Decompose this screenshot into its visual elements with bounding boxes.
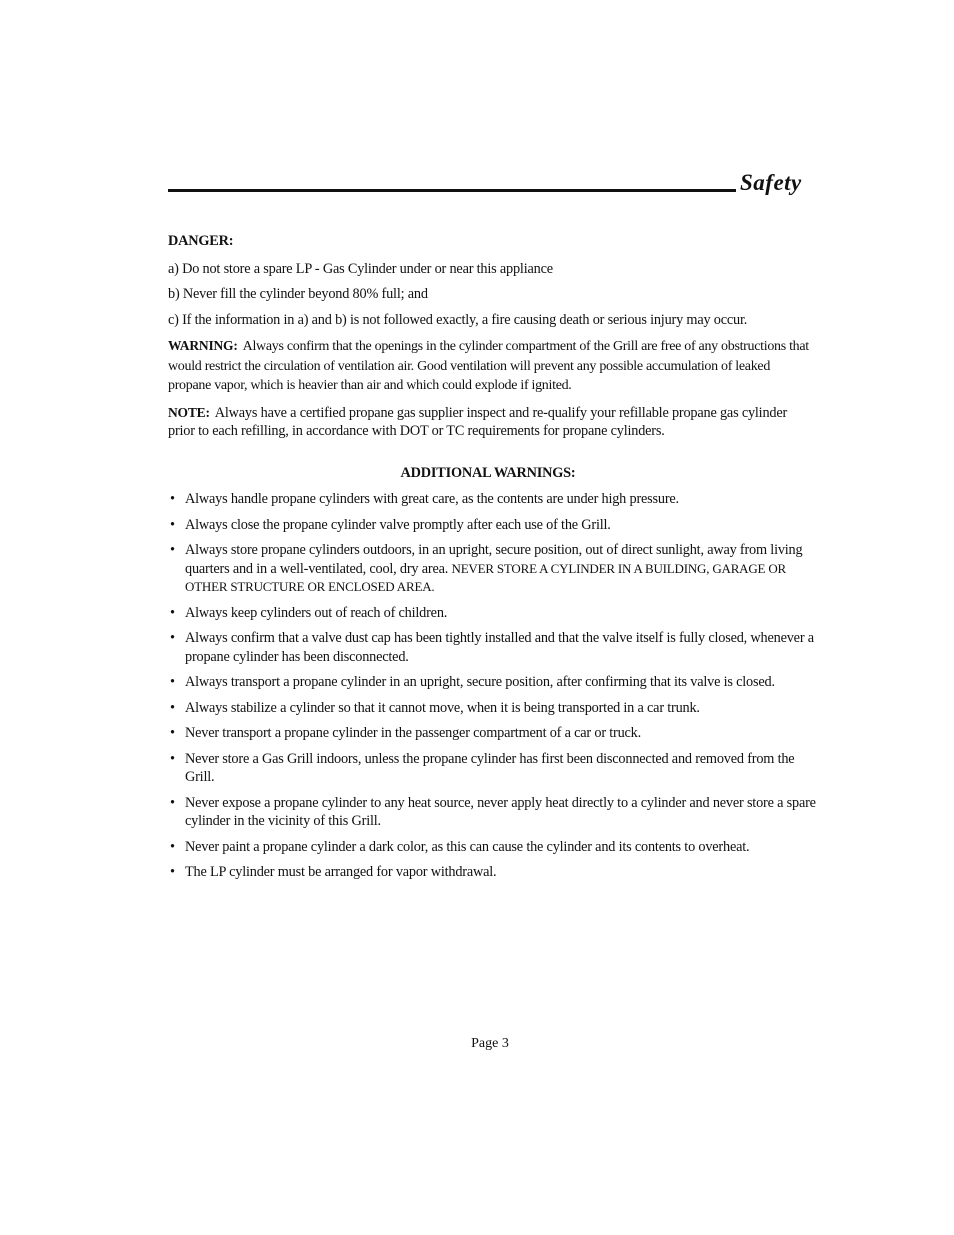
page-number: Page 3 (471, 1036, 509, 1051)
bullet-icon: • (170, 516, 175, 533)
storage-caution-caps: NEVER STORE A CYLINDER IN A BUILDING, GARAGE OR OTHER STRUCTURE OR ENCLOSED AREA. (185, 560, 787, 594)
danger-item-b: b) Never fill the cylinder beyond 80% full; and (168, 286, 428, 302)
list-item: • The LP cylinder must be arranged for vapor withdrawal. (170, 864, 497, 880)
bullet-icon: • (170, 674, 175, 690)
warning-paragraph (168, 337, 816, 396)
bullet-icon: • (170, 838, 175, 855)
list-item: • Never expose a propane cylinder to any heat source, never apply heat directly to a cylinder and never store a spare cylinder in the vicinity of this Grill. (170, 794, 816, 829)
bullet-icon: • (170, 864, 175, 880)
additional-warnings-list (168, 490, 816, 882)
list-item: • Always close the propane cylinder valve promptly after each use of the Grill. (170, 516, 611, 533)
bullet-icon: • (170, 604, 175, 621)
bullet-icon: • (170, 491, 175, 507)
list-item: • Never paint a propane cylinder a dark color, as this can cause the cylinder and its contents to overheat. (170, 838, 750, 855)
list-item: • Never store a Gas Grill indoors, unless the propane cylinder has first been disconnected and removed from the Grill. (170, 750, 795, 785)
bullet-icon: • (170, 542, 175, 558)
danger-item-c: c) If the information in a) and b) is not followed exactly, a fire causing death or serious injury may occur. (168, 311, 748, 328)
header-rule (168, 189, 736, 192)
note-paragraph (168, 404, 816, 441)
danger-heading: DANGER: (168, 233, 234, 249)
additional-warnings-heading: ADDITIONAL WARNINGS: (400, 464, 576, 481)
section-title: Safety (740, 170, 802, 195)
note-text: Always have a certified propane gas supplier inspect and re-qualify your refillable propane gas cylinder prior to each refilling, in accordance with DOT or TC requirements for propane cylinders. (168, 404, 788, 439)
danger-item-a: a) Do not store a spare LP - Gas Cylinder under or near this appliance (168, 260, 553, 277)
list-item: • Never transport a propane cylinder in the passenger compartment of a car or truck. (170, 725, 641, 741)
list-item: • Always stabilize a cylinder so that it cannot move, when it is being transported in a car trunk. (170, 699, 700, 716)
bullet-icon: • (170, 794, 175, 811)
bullet-icon: • (170, 725, 175, 741)
bullet-icon: • (170, 630, 175, 646)
safety-content (168, 232, 816, 889)
warning-text: Always confirm that the openings in the cylinder compartment of the Grill are free of any obstructions that would restrict the circulation of ventilation air. Good ventilation will prevent any possible accumulation of leaked propane vapor, which is heavier than air and which could explode if ignited. (168, 339, 809, 393)
bullet-icon: • (170, 750, 175, 767)
list-item: • Always handle propane cylinders with great care, as the contents are under high pressure. (170, 491, 679, 507)
list-item: • Always store propane cylinders outdoors, in an upright, secure position, out of direct sunlight, away from living quarters and in a well-ventilated, cool, dry area. NEVER STORE A CYLINDER IN A BUILDING, GARAGE OR OTHER STRUCTURE OR ENCLOSED AREA. (170, 542, 803, 594)
list-item: • Always confirm that a valve dust cap has been tightly installed and that the valve itself is fully closed, whenever a propane cylinder has been disconnected. (170, 630, 814, 665)
list-item: • Always keep cylinders out of reach of children. (170, 604, 448, 621)
list-item: • Always transport a propane cylinder in an upright, secure position, after confirming that its valve is closed. (170, 674, 775, 690)
warning-label: WARNING: (168, 338, 238, 353)
note-label: NOTE: (168, 404, 210, 420)
bullet-icon: • (170, 699, 175, 716)
